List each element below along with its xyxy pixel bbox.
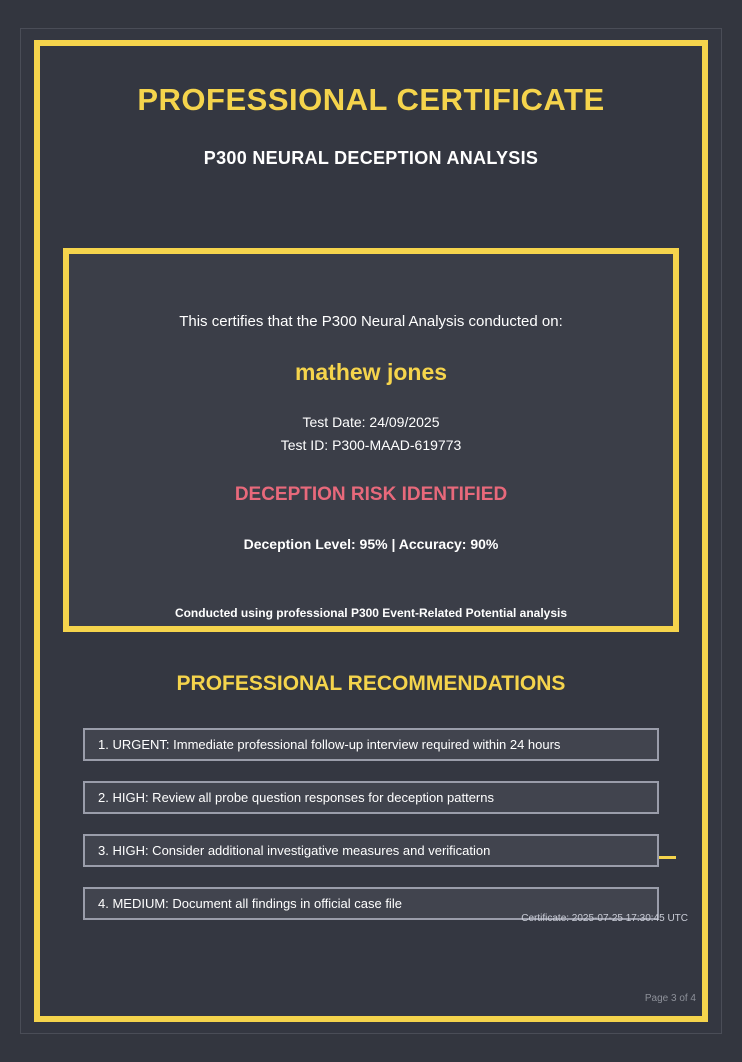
status-badge: DECEPTION RISK IDENTIFIED	[234, 484, 508, 505]
test-date: Test Date: 24/09/2025	[302, 414, 440, 430]
list-item: 4. MEDIUM: Document all findings in official case file	[83, 887, 659, 920]
list-item: 1. URGENT: Immediate professional follow-up interview required within 24 hours	[83, 728, 659, 761]
certificate-stamp: Certificate: 2025-07-25 17:30:45 UTC	[521, 913, 688, 924]
subject-name: mathew jones	[294, 359, 448, 385]
deception-levels: Deception Level: 95% | Accuracy: 90%	[243, 536, 499, 552]
conducted-note: Conducted using professional P300 Event-Related Potential analysis	[174, 606, 568, 620]
list-item: 2. HIGH: Review all probe question responses for deception patterns	[83, 781, 659, 814]
page-subtitle: P300 NEURAL DECEPTION ANALYSIS	[203, 148, 539, 168]
page-number: Page 3 of 4	[644, 993, 696, 1004]
certifies-line: This certifies that the P300 Neural Analysis conducted on:	[179, 313, 563, 330]
list-item: 3. HIGH: Consider additional investigative measures and verification	[83, 834, 659, 867]
page-title: PROFESSIONAL CERTIFICATE	[137, 82, 605, 117]
recommendations-list	[83, 728, 659, 940]
test-id: Test ID: P300-MAAD-619773	[280, 437, 462, 453]
certificate-inner-box	[63, 248, 679, 632]
recommendations-heading: PROFESSIONAL RECOMMENDATIONS	[176, 672, 566, 695]
certificate-content	[46, 52, 696, 1010]
